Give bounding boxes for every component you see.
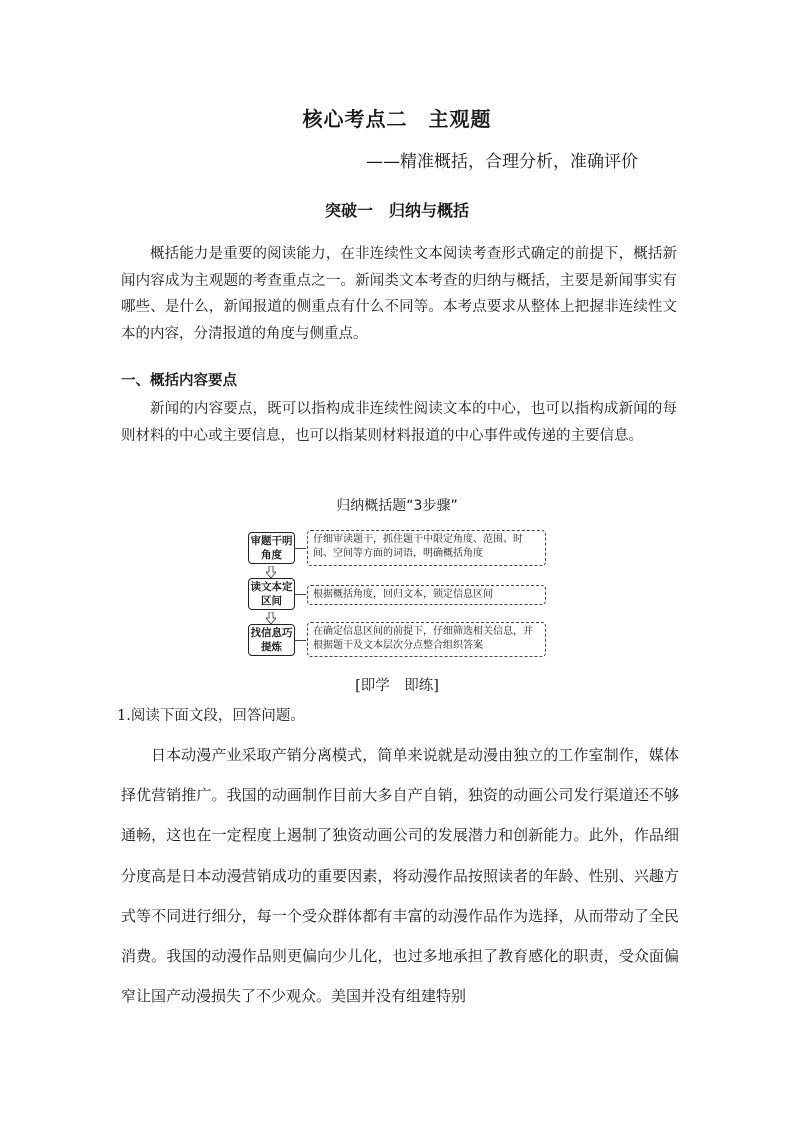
intro-paragraph: 概括能力是重要的阅读能力，在非连续性文本阅读考查形式确定的前提下，概括新闻内容成为主观题的考查重点之一。新闻类文本考查的归纳与概括，主要是新闻事实有哪些、是什么，新闻报道的侧重点有什么不同等。本考点要求从整体上把握非连续性文本的内容，分清报道的角度与侧重点。 xyxy=(121,246,677,342)
page-subtitle: ——精准概括，合理分析，准确评价 xyxy=(366,152,638,172)
connector-3 xyxy=(294,640,306,641)
step-desc-3: 在确定信息区间的前提下，仔细筛选相关信息，并根据题干及文本层次分点整合组织答案 xyxy=(307,622,546,657)
step-box-3: 找信息巧提炼 xyxy=(248,624,295,656)
question-1: 1.阅读下面文段，回答问题。 xyxy=(117,708,305,724)
down-arrow-icon xyxy=(266,566,276,578)
connector-1 xyxy=(294,548,306,549)
paragraph-1: 新闻的内容要点，既可以指构成非连续性阅读文本的中心，也可以指构成新闻的每则材料的中心或主要信息，也可以指某则材料报道的中心事件或传递的主要信息。 xyxy=(121,401,677,444)
section-heading: 突破一 归纳与概括 xyxy=(324,201,469,220)
step-box-2: 读文本定区间 xyxy=(248,578,295,610)
reading-passage: 日本动漫产业采取产销分离模式，简单来说就是动漫由独立的工作室制作，媒体择优营销推广。我国的动画制作目前大多自产自销，独资的动画公司发行渠道还不够通畅，这也在一定程度上遏制了独资动画公司的发展潜力和创新能力。此外，作品细分度高是日本动漫营销成功的重要因素，将动漫作品按照读者的年龄、性别、兴趣方式等不同进行细分，每一个受众群体都有丰富的动漫作品作为选择，从而带动了全民消费。我国的动漫作品则更偏向少儿化，也过多地承担了教育感化的职责，受众面偏窄让国产动漫损失了不少观众。美国并没有组建特别 xyxy=(121,746,679,1006)
down-arrow-icon xyxy=(266,612,276,624)
practice-label: [即学 即练] xyxy=(355,678,439,694)
page-title: 核心考点二 主观题 xyxy=(302,107,492,131)
step-desc-2: 根据概括角度，回归文本，锁定信息区间 xyxy=(307,585,546,605)
figure-title: 归纳概括题“3步骤” xyxy=(336,498,458,514)
subheading-1: 一、概括内容要点 xyxy=(121,372,237,389)
connector-2 xyxy=(294,594,306,595)
step-box-1: 审题干明角度 xyxy=(248,532,295,564)
step-desc-1: 仔细审读题干，抓住题干中限定角度、范围、时间、空间等方面的词语，明确概括角度 xyxy=(307,530,546,566)
